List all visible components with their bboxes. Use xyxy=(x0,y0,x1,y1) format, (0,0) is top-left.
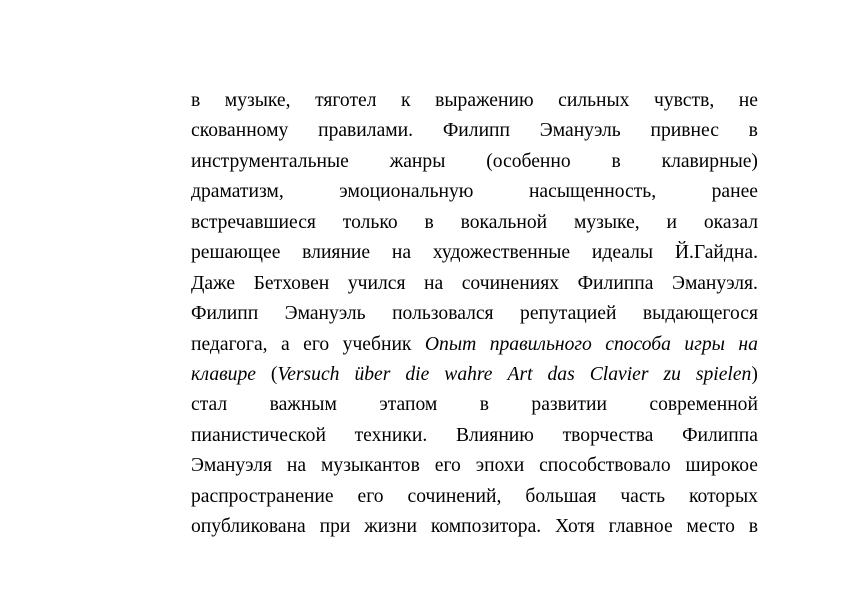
text-run: его xyxy=(357,485,384,507)
text-run: музыке, xyxy=(224,90,291,111)
word xyxy=(287,451,306,481)
word xyxy=(425,330,476,360)
word xyxy=(578,269,654,299)
italic-text: Опыт xyxy=(424,333,477,355)
text-run: распространение xyxy=(191,485,334,507)
text-run: сильных xyxy=(558,90,630,111)
italic-text: zu xyxy=(663,363,681,385)
text-run: способствовало xyxy=(539,455,671,477)
text-run: только xyxy=(342,211,398,233)
text-run: Эмануэля xyxy=(191,455,273,477)
word xyxy=(191,269,235,299)
italic-text: на xyxy=(738,333,758,355)
italic-text: Art xyxy=(507,363,533,385)
text-line xyxy=(191,360,758,390)
word xyxy=(285,299,366,329)
word xyxy=(348,269,406,299)
word xyxy=(649,390,758,420)
word xyxy=(675,238,758,268)
text-line xyxy=(191,147,758,177)
text-run: эпохи xyxy=(475,455,525,477)
text-run: Бетховен xyxy=(253,272,330,294)
text-run: тяготел xyxy=(315,90,377,111)
word xyxy=(689,482,758,512)
text-run: развитии xyxy=(531,394,607,416)
text-run: на xyxy=(424,272,444,294)
text-run: эмоциональную xyxy=(339,181,474,203)
text-run: ранее xyxy=(711,181,758,203)
italic-text: das xyxy=(547,363,575,385)
text-run: Хотя xyxy=(555,516,595,538)
word xyxy=(682,421,758,451)
text-run: творчества xyxy=(562,424,654,446)
text-run: а xyxy=(281,333,290,355)
text-run: Филиппа xyxy=(577,272,654,294)
word xyxy=(401,86,411,116)
word xyxy=(425,208,434,238)
italic-text: клавире xyxy=(191,363,256,385)
text-run: в xyxy=(191,90,201,111)
word xyxy=(431,512,541,542)
text-run: большая xyxy=(525,485,597,507)
word xyxy=(392,238,411,268)
word xyxy=(749,116,758,146)
text-run: Эмануэля. xyxy=(672,272,758,294)
text-run: Эмануэль xyxy=(539,120,621,142)
text-run: композитора. xyxy=(430,516,542,538)
word xyxy=(555,512,595,542)
text-run: выдающегося xyxy=(642,303,758,325)
word xyxy=(191,330,268,360)
text-run: и xyxy=(666,211,678,233)
text-line xyxy=(191,482,758,512)
text-run: чувств, xyxy=(654,90,715,111)
text-run: главное xyxy=(608,516,673,538)
text-run: (особенно xyxy=(486,150,571,172)
text-line xyxy=(191,421,758,451)
word xyxy=(684,330,725,360)
word xyxy=(405,360,429,390)
word xyxy=(302,238,370,268)
italic-text: spielen xyxy=(695,363,752,385)
word xyxy=(191,177,284,207)
text-line xyxy=(191,116,758,146)
text-run: при xyxy=(319,516,351,538)
word xyxy=(456,421,534,451)
word xyxy=(507,360,532,390)
italic-text: способа xyxy=(605,333,671,355)
word xyxy=(663,360,680,390)
word xyxy=(354,360,390,390)
word xyxy=(343,208,398,238)
text-run: инструментальные xyxy=(191,150,349,172)
word xyxy=(558,86,629,116)
text-run: пианистической xyxy=(191,424,326,446)
text-run: ) xyxy=(751,363,758,385)
word xyxy=(712,177,758,207)
word xyxy=(590,360,649,390)
word xyxy=(539,451,671,481)
text-run: Эмануэль xyxy=(284,303,366,325)
text-run: насыщенность, xyxy=(528,181,657,203)
text-run: в xyxy=(424,211,434,233)
word xyxy=(531,390,607,420)
text-run: Филипп xyxy=(442,120,511,142)
text-run: педагога, xyxy=(191,333,268,355)
word xyxy=(525,482,596,512)
word xyxy=(574,208,640,238)
text-run: вокальной xyxy=(460,211,548,233)
text-run: влияние xyxy=(302,242,371,264)
text-line xyxy=(191,330,758,360)
italic-text: die xyxy=(405,363,430,385)
word xyxy=(738,330,758,360)
text-run: важным xyxy=(269,394,337,416)
word xyxy=(392,299,494,329)
text-run: музыке, xyxy=(573,211,640,233)
word xyxy=(358,482,384,512)
word xyxy=(686,451,758,481)
word xyxy=(696,360,758,390)
text-run: в xyxy=(611,150,621,172)
italic-text: Clavier xyxy=(589,363,649,385)
text-run: Влиянию xyxy=(455,424,534,446)
word xyxy=(490,330,592,360)
text-run: в xyxy=(748,120,758,142)
text-run: решающее xyxy=(191,242,281,264)
word xyxy=(339,177,473,207)
word xyxy=(643,299,758,329)
text-run: Даже xyxy=(191,272,236,294)
word xyxy=(672,269,758,299)
text-run: широкое xyxy=(685,455,758,477)
text-line xyxy=(191,299,758,329)
word xyxy=(191,421,326,451)
text-run: сочинений, xyxy=(407,485,502,507)
text-run: драматизм, xyxy=(191,181,284,203)
text-run: в xyxy=(748,516,758,538)
word xyxy=(662,147,758,177)
text-line xyxy=(191,238,758,268)
text-run: на xyxy=(391,242,412,264)
text-run: этапом xyxy=(379,394,438,416)
text-line xyxy=(191,269,758,299)
text-run: жанры xyxy=(389,150,446,172)
text-run: Й.Гайдна. xyxy=(674,242,758,264)
text-run: клавирные) xyxy=(661,150,758,172)
word xyxy=(390,147,446,177)
word xyxy=(320,512,351,542)
word xyxy=(609,512,673,542)
word xyxy=(191,208,316,238)
word xyxy=(592,238,653,268)
text-run: не xyxy=(738,90,758,111)
text-run: в xyxy=(479,394,489,416)
word xyxy=(225,86,291,116)
text-line xyxy=(191,451,758,481)
word xyxy=(520,299,616,329)
word xyxy=(191,147,349,177)
word xyxy=(355,421,428,451)
text-line xyxy=(191,512,758,542)
word xyxy=(191,482,334,512)
word xyxy=(611,147,620,177)
word xyxy=(462,269,559,299)
word xyxy=(191,512,306,542)
italic-text: правильного xyxy=(489,333,592,355)
text-run: его xyxy=(434,455,461,477)
word xyxy=(529,177,656,207)
word xyxy=(444,360,492,390)
word xyxy=(548,360,575,390)
text-run: на xyxy=(286,455,307,477)
word xyxy=(191,86,200,116)
text-run: опубликована xyxy=(191,516,306,538)
word xyxy=(749,512,758,542)
word xyxy=(605,330,671,360)
text-run: репутацией xyxy=(520,303,617,325)
text-run: правилами. xyxy=(318,120,414,142)
word xyxy=(191,238,280,268)
word xyxy=(651,116,719,146)
word xyxy=(480,390,489,420)
text-run: оказал xyxy=(703,211,758,233)
italic-text: игры xyxy=(684,333,725,355)
body-text xyxy=(191,86,758,543)
word xyxy=(486,147,570,177)
word xyxy=(443,116,510,146)
word xyxy=(270,390,337,420)
word xyxy=(379,390,437,420)
text-line xyxy=(191,177,758,207)
text-run: место xyxy=(686,516,735,538)
text-run: техники. xyxy=(354,424,428,446)
word xyxy=(191,390,227,420)
text-run: художественные xyxy=(432,242,571,264)
word xyxy=(303,330,329,360)
word xyxy=(476,451,525,481)
word xyxy=(271,360,340,390)
word xyxy=(343,330,412,360)
italic-text: wahre xyxy=(444,363,493,385)
text-run: учебник xyxy=(342,333,412,355)
text-run: музыкантов xyxy=(321,455,420,477)
word xyxy=(435,451,461,481)
text-run: его xyxy=(303,333,330,355)
italic-text: über xyxy=(354,363,391,385)
text-run: Филиппа xyxy=(682,424,758,446)
text-run: пользовался xyxy=(392,303,494,325)
word xyxy=(435,86,534,116)
word xyxy=(667,208,678,238)
italic-text: Versuch xyxy=(277,363,340,385)
text-run: современной xyxy=(649,394,758,416)
word xyxy=(191,451,272,481)
text-run: стал xyxy=(191,394,228,416)
word xyxy=(424,269,443,299)
word xyxy=(318,116,413,146)
text-run: ( xyxy=(270,363,278,385)
text-run: к xyxy=(401,90,411,111)
word xyxy=(461,208,548,238)
word xyxy=(433,238,570,268)
text-run: выражению xyxy=(435,90,534,111)
text-run: привнес xyxy=(650,120,719,142)
word xyxy=(687,512,735,542)
text-run: сочинениях xyxy=(461,272,560,294)
word xyxy=(540,116,621,146)
word xyxy=(191,360,256,390)
word xyxy=(620,482,665,512)
word xyxy=(739,86,758,116)
text-run: которых xyxy=(689,485,758,507)
word xyxy=(321,451,420,481)
text-line xyxy=(191,86,758,116)
text-run: Филипп xyxy=(191,303,259,325)
text-run: часть xyxy=(620,485,666,507)
word xyxy=(281,330,290,360)
text-line xyxy=(191,208,758,238)
text-run: учился xyxy=(347,272,406,294)
word xyxy=(191,116,288,146)
text-run: жизни xyxy=(364,516,417,538)
word xyxy=(654,86,714,116)
word xyxy=(408,482,502,512)
word xyxy=(364,512,417,542)
text-line xyxy=(191,390,758,420)
text-run: скованному xyxy=(191,120,289,142)
word xyxy=(315,86,376,116)
word xyxy=(254,269,330,299)
word xyxy=(191,299,258,329)
word xyxy=(704,208,758,238)
text-run: идеалы xyxy=(591,242,654,264)
text-run: встречавшиеся xyxy=(191,211,316,233)
word xyxy=(563,421,654,451)
